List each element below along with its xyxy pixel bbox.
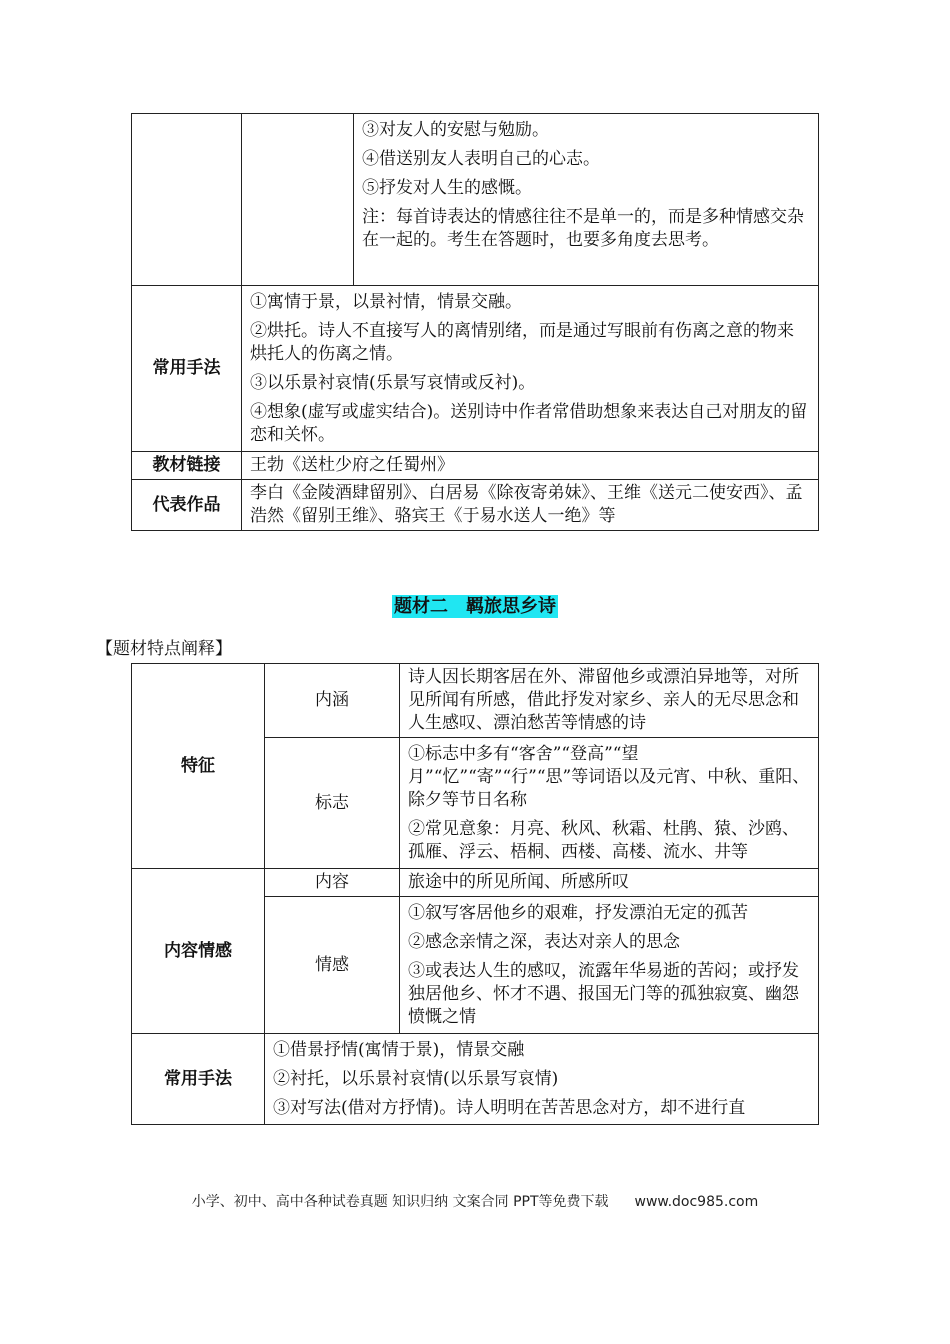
works-label: 代表作品 bbox=[132, 480, 242, 531]
methods-cell bbox=[265, 1034, 819, 1125]
features-label: 特征 bbox=[132, 664, 265, 869]
works-value: 李白《金陵酒肆留别》、白居易《除夜寄弟妹》、王维《送元二使安西》、孟浩然《留别王维》、骆宾王《于易水送人一绝》等 bbox=[242, 480, 819, 531]
section-title-text: 题材二 羁旅思乡诗 bbox=[394, 596, 556, 617]
list-item: ③对写法(借对方抒情)。诗人明明在苦苦思念对方，却不进行直 bbox=[273, 1098, 746, 1118]
table-row bbox=[132, 452, 819, 480]
list-item: ③或表达人生的感叹，流露年华易逝的苦闷；或抒发独居他乡、怀才不遇、报国无门等的孤独寂寞、幽怨愤慨之情 bbox=[408, 961, 799, 1027]
list-item: ⑤抒发对人生的感慨。 bbox=[362, 178, 532, 198]
farewell-poem-table bbox=[131, 113, 819, 531]
section-title bbox=[0, 592, 950, 618]
methods-label: 常用手法 bbox=[132, 1034, 265, 1125]
homesick-poem-table bbox=[131, 663, 819, 1125]
methods-label: 常用手法 bbox=[132, 286, 242, 452]
content-emotion-label: 内容情感 bbox=[132, 869, 265, 1034]
list-item: ①叙写客居他乡的艰难，抒发漂泊无定的孤苦 bbox=[408, 903, 748, 923]
table-row bbox=[132, 664, 819, 738]
note-text: 注：每首诗表达的情感往往不是单一的，而是多种情感交杂在一起的。考生在答题时，也要多角度去思考。 bbox=[362, 207, 804, 250]
list-item: ③以乐景衬哀情(乐景写哀情或反衬)。 bbox=[250, 373, 536, 393]
table-row bbox=[132, 480, 819, 531]
list-item: ②衬托，以乐景衬哀情(以乐景写哀情) bbox=[273, 1069, 559, 1089]
list-item: ①寓情于景，以景衬情，情景交融。 bbox=[250, 292, 522, 312]
table-row bbox=[132, 869, 819, 897]
methods-cell bbox=[242, 286, 819, 452]
textbook-label: 教材链接 bbox=[132, 452, 242, 480]
table-row bbox=[132, 1034, 819, 1125]
textbook-value: 王勃《送杜少府之任蜀州》 bbox=[242, 452, 819, 480]
emotion-label: 情感 bbox=[265, 897, 400, 1034]
content-label: 内容 bbox=[265, 869, 400, 897]
content-value: 旅途中的所见所闻、所感所叹 bbox=[400, 869, 819, 897]
table-row bbox=[132, 114, 819, 286]
list-item: ③对友人的安慰与勉励。 bbox=[362, 120, 549, 140]
list-item: ①借景抒情(寓情于景)，情景交融 bbox=[273, 1040, 525, 1060]
emotion-cell bbox=[400, 897, 819, 1034]
list-item: ②常见意象：月亮、秋风、秋霜、杜鹃、猿、沙鸥、孤雁、浮云、梧桐、西楼、高楼、流水、井等 bbox=[408, 819, 799, 862]
footer-url[interactable]: www.doc985.com bbox=[634, 1194, 759, 1210]
empty-cell bbox=[132, 114, 242, 286]
footer-text: 小学、初中、高中各种试卷真题 知识归纳 文案合同 PPT等免费下载 bbox=[191, 1194, 609, 1210]
page-footer bbox=[0, 1191, 950, 1211]
list-item: ①标志中多有“客舍”“登高”“望月”“忆”“寄”“行”“思”等词语以及元宵、中秋、重阳、除夕等节日名称 bbox=[408, 744, 810, 810]
list-item: ④想象(虚写或虚实结合)。送别诗中作者常借助想象来表达自己对朋友的留恋和关怀。 bbox=[250, 402, 808, 445]
signs-cell bbox=[400, 738, 819, 869]
empty-cell bbox=[242, 114, 354, 286]
signs-label: 标志 bbox=[265, 738, 400, 869]
list-item: ②烘托。诗人不直接写人的离情别绪，而是通过写眼前有伤离之意的物来烘托人的伤离之情。 bbox=[250, 321, 794, 364]
table-row bbox=[132, 286, 819, 452]
connotation-label: 内涵 bbox=[265, 664, 400, 738]
section-heading: 【题材特点阐释】 bbox=[96, 639, 232, 659]
list-item: ④借送别友人表明自己的心志。 bbox=[362, 149, 600, 169]
emotion-list-cell bbox=[354, 114, 819, 286]
connotation-value: 诗人因长期客居在外、滞留他乡或漂泊异地等，对所见所闻有所感，借此抒发对家乡、亲人的无尽思念和人生感叹、漂泊愁苦等情感的诗 bbox=[400, 664, 819, 738]
list-item: ②感念亲情之深，表达对亲人的思念 bbox=[408, 932, 680, 952]
